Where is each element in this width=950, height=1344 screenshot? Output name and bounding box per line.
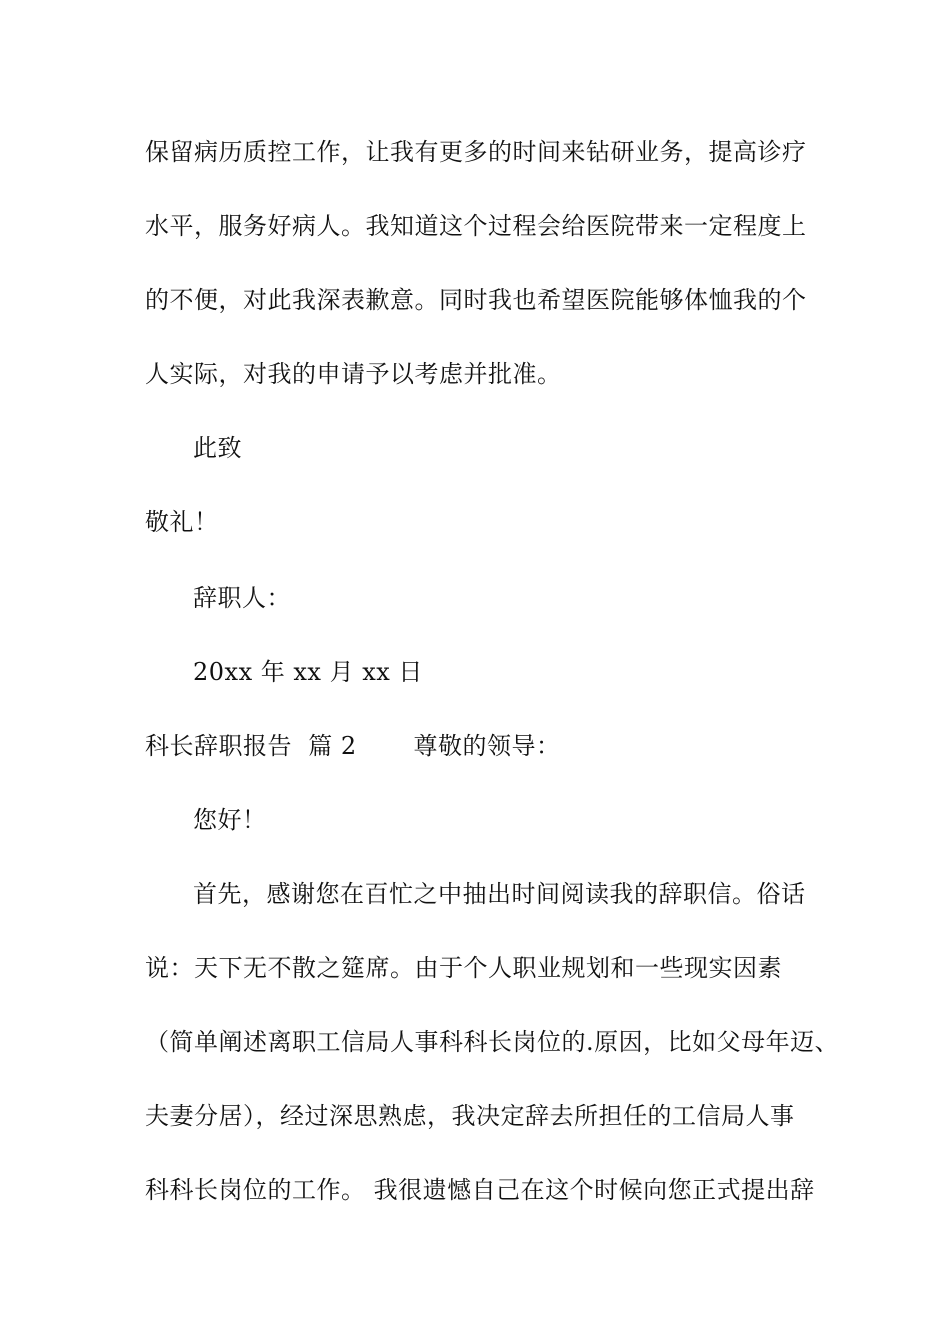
date-line: 20xx 年 xx 月 xx 日 <box>193 658 423 686</box>
closing-line: 敬礼！ <box>145 508 219 536</box>
body-text-line: 人实际，对我的申请予以考虑并批准。 <box>145 360 562 388</box>
signature-label: 辞职人： <box>193 584 291 612</box>
salutation-line: 此致 <box>193 434 242 462</box>
body-text-line: （简单阐述离职工信局人事科科长岗位的.原因，比如父母年迈、 <box>145 1028 840 1056</box>
body-text-line: 说：天下无不散之筵席。由于个人职业规划和一些现实因素 <box>145 954 782 982</box>
body-text-line: 夫妻分居），经过深思熟虑，我决定辞去所担任的工信局人事 <box>145 1102 795 1130</box>
greeting-line: 您好！ <box>193 806 267 834</box>
body-text-line: 保留病历质控工作，让我有更多的时间来钻研业务，提高诊疗 <box>145 138 807 166</box>
body-text-line: 首先，感谢您在百忙之中抽出时间阅读我的辞职信。俗话 <box>193 880 806 908</box>
body-text-line: 科科长岗位的工作。 我很遗憾自己在这个时候向您正式提出辞 <box>145 1176 815 1204</box>
body-text-line: 水平，服务好病人。我知道这个过程会给医院带来一定程度上 <box>145 212 807 240</box>
section-heading: 科长辞职报告 篇 2 尊敬的领导： <box>145 732 561 760</box>
body-text-line: 的不便，对此我深表歉意。同时我也希望医院能够体恤我的个 <box>145 286 807 314</box>
